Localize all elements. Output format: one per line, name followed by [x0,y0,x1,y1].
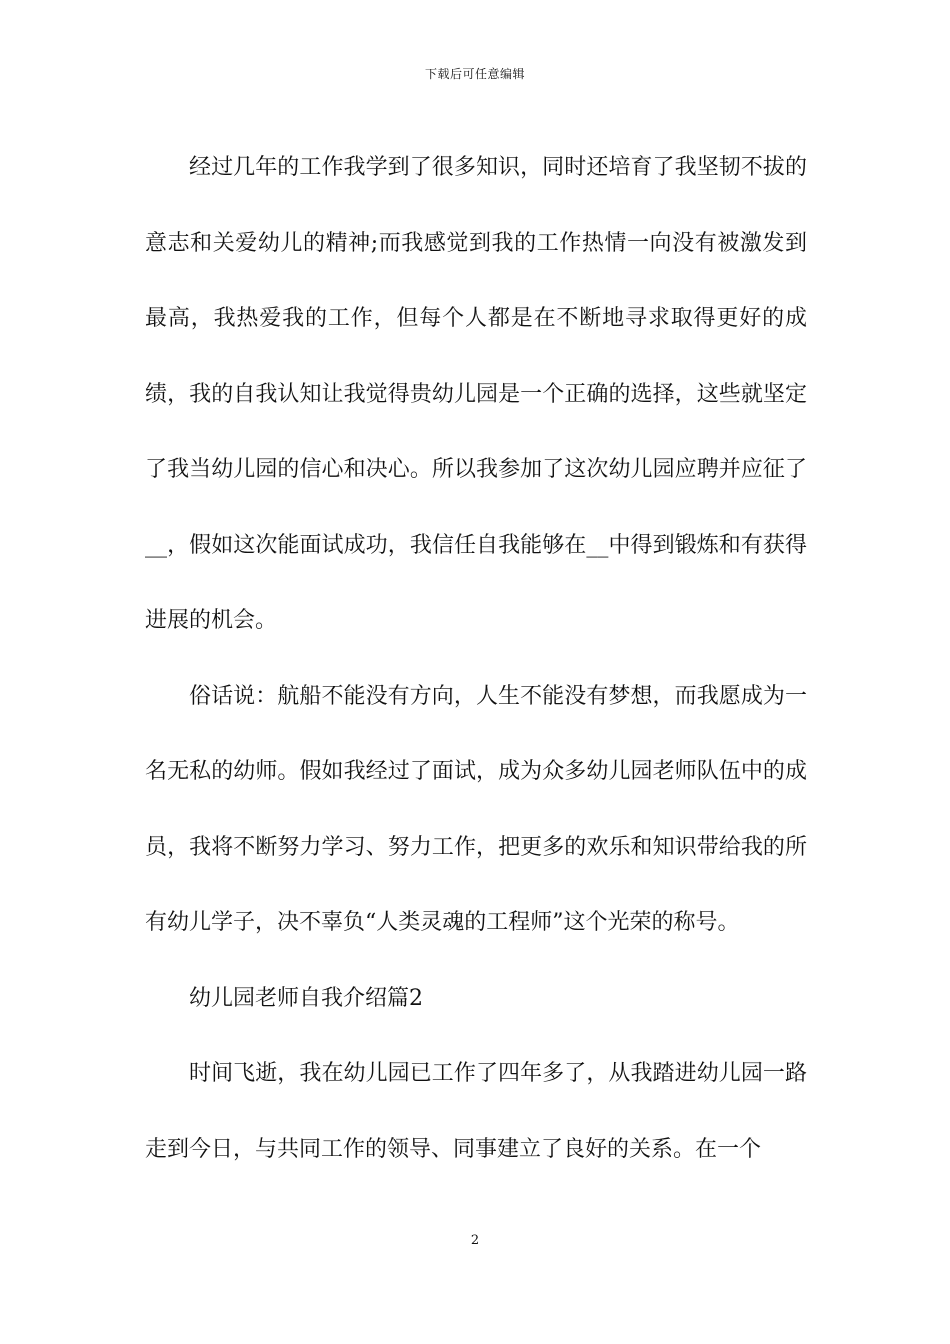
document-body [145,130,807,1187]
page-header: 下载后可任意编辑 [424,67,525,81]
paragraph-2: 俗话说：航船不能没有方向，人生不能没有梦想，而我愿成为一名无私的幼师。假如我经过了面试，成为众多幼儿园老师队伍中的成员，我将不断努力学习、努力工作，把更多的欢乐和知识带给我的所有幼儿学子，决不辜负“人类灵魂的工程师”这个光荣的称号。 [145,683,807,935]
section-heading: 幼儿园老师自我介绍篇2 [189,985,423,1011]
paragraph-3: 时间飞逝，我在幼儿园已工作了四年多了，从我踏进幼儿园一路走到今日，与共同工作的领导、同事建立了良好的关系。在一个 [145,1061,807,1162]
page-number: 2 [470,1233,480,1248]
paragraph-1: 经过几年的工作我学到了很多知识，同时还培育了我坚韧不拔的意志和关爱幼儿的精神;而我感觉到我的工作热情一向没有被激发到最高，我热爱我的工作，但每个人都是在不断地寻求取得更好的成绩，我的自我认知让我觉得贵幼儿园是一个正确的选择，这些就坚定了我当幼儿园的信心和决心。所以我参加了这次幼儿园应聘并应征了__，假如这次能面试成功，我信任自我能够在__中得到锻炼和有获得进展的机会。 [145,155,807,633]
